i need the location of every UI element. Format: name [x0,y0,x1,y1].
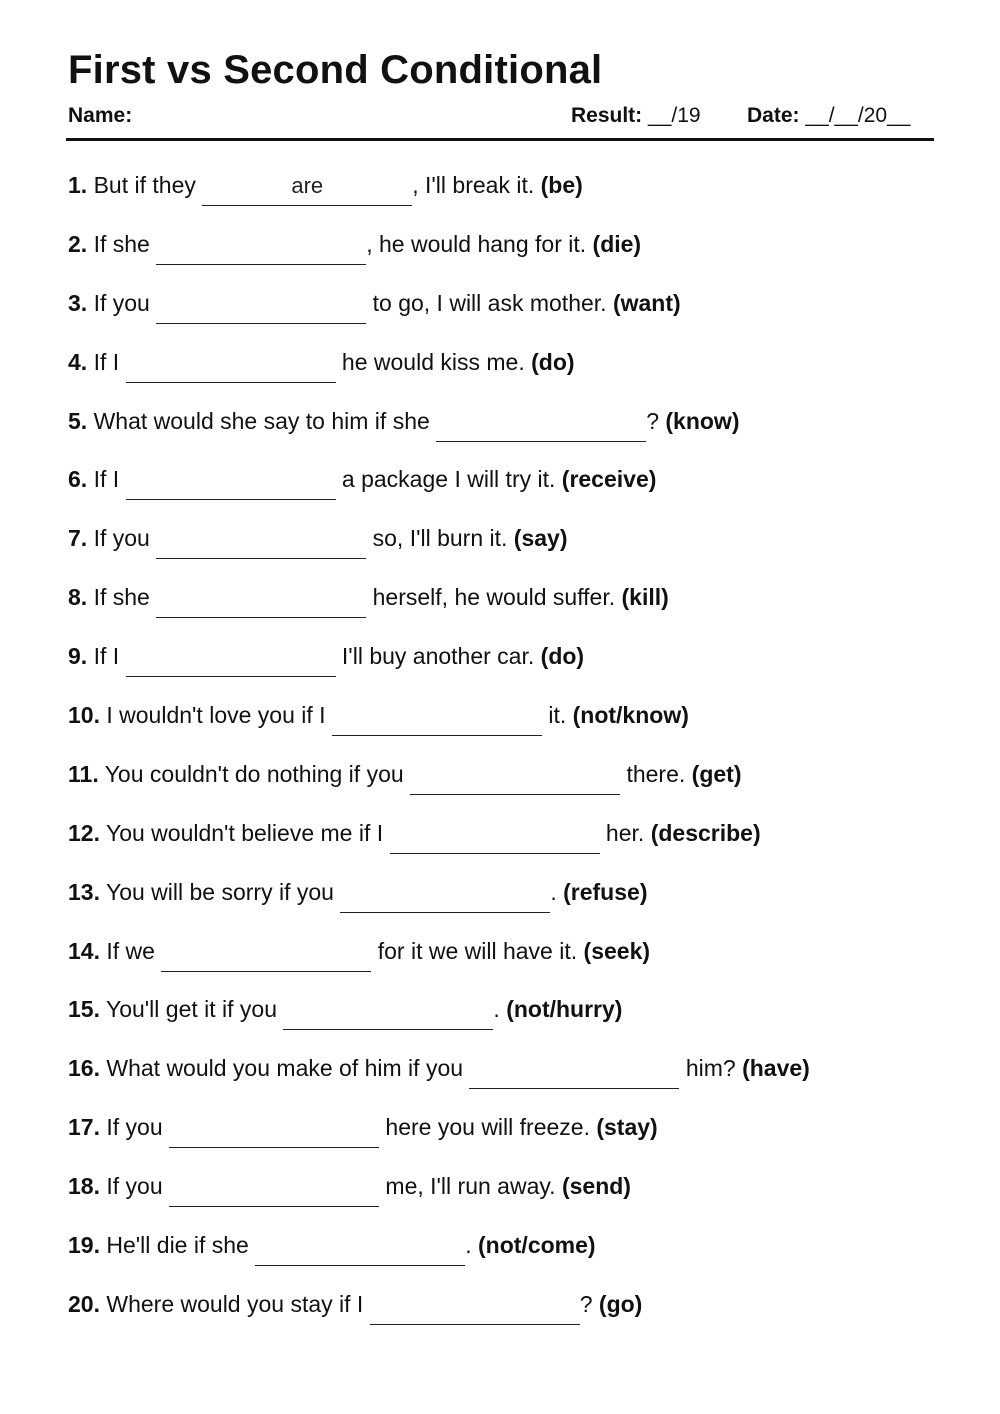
question-text-before: You wouldn't believe me if I [105,819,384,846]
question-item [68,749,932,808]
question-text-after: . [465,1232,472,1259]
question-item [68,513,932,572]
question-item [68,1043,932,1102]
question-item [68,1102,932,1161]
answer-blank[interactable] [126,356,336,383]
question-item [68,278,932,337]
question-text-before: You'll get it if you [105,996,278,1023]
verb-hint: (have) [742,1055,810,1082]
question-item [68,572,932,631]
question-text-before: If you [93,289,150,316]
verb-hint: (get) [691,760,742,787]
question-text-before: If you [106,1114,163,1141]
question-number: 16. [68,1055,100,1082]
question-number: 2. [68,230,88,257]
question-text-before: If she [93,584,150,611]
answer-blank[interactable] [332,709,542,736]
question-number: 13. [68,878,100,905]
question-item [68,926,932,985]
question-number: 6. [68,466,88,493]
answer-blank[interactable] [156,297,366,324]
result-field [571,100,701,132]
question-text-before: But if they [93,172,196,198]
question-item [68,690,932,749]
verb-hint: (be) [540,172,583,198]
answer-blank[interactable] [156,591,366,618]
verb-hint: (do) [531,348,575,375]
verb-hint: (describe) [650,819,761,846]
answer-blank[interactable] [436,415,646,442]
question-item [68,1161,932,1220]
question-number: 15. [68,996,100,1023]
question-item [68,808,932,867]
question-list [68,160,932,1338]
question-text-after: for it we will have it. [377,937,578,964]
verb-hint: (know) [665,407,740,434]
question-number: 19. [68,1232,100,1259]
question-text-after: a package I will try it. [341,466,556,493]
answer-blank[interactable] [169,1180,379,1207]
question-text-before: If I [93,348,120,375]
question-number: 7. [68,525,88,552]
answer-blank[interactable] [255,1239,465,1266]
result-value: __/19 [648,104,701,127]
answer-blank[interactable] [202,173,412,206]
question-text-after: ? [579,1290,593,1317]
verb-hint: (kill) [621,584,669,611]
question-number: 12. [68,819,100,846]
verb-hint: (stay) [596,1114,658,1141]
answer-blank[interactable] [126,650,336,677]
question-number: 8. [68,584,88,611]
question-text-before: Where would you stay if I [106,1290,364,1317]
result-label: Result: [571,104,643,127]
verb-hint: (do) [540,643,585,670]
question-number: 10. [68,702,100,729]
question-text-after: , he would hang for it. [366,230,587,257]
question-text-before: You will be sorry if you [105,878,334,905]
question-text-before: What would you make of him if you [106,1055,464,1082]
header-divider [66,138,934,141]
verb-hint: (want) [612,289,681,316]
question-item [68,984,932,1043]
answer-blank[interactable] [370,1298,580,1325]
question-text-after: ? [646,407,659,434]
question-number: 4. [68,348,88,375]
question-text-before: You couldn't do nothing if you [104,760,404,787]
question-text-before: If you [106,1173,163,1200]
date-label: Date: [747,104,800,127]
question-text-after: so, I'll burn it. [372,525,508,552]
question-item [68,867,932,926]
question-text-before: If we [106,937,155,964]
question-item [68,337,932,396]
question-number: 18. [68,1173,100,1200]
name-label: Name: [68,104,133,127]
question-number: 17. [68,1114,100,1141]
question-item [68,1220,932,1279]
answer-blank[interactable] [469,1062,679,1089]
question-text-before: I wouldn't love you if I [106,702,326,729]
question-item [68,631,932,690]
question-item [68,219,932,278]
question-item [68,454,932,513]
question-number: 11. [68,760,99,787]
verb-hint: (die) [592,230,642,257]
verb-hint: (say) [513,525,568,552]
worksheet-header [68,100,932,132]
answer-blank[interactable] [169,1121,379,1148]
question-text-after: I'll buy another car. [341,643,535,670]
question-text-before: If she [93,230,150,257]
question-item [68,160,932,219]
question-text-after: , I'll break it. [412,172,535,198]
answer-blank[interactable] [410,768,620,795]
question-text-before: If I [93,643,120,670]
date-field [747,100,910,132]
question-text-after: her. [605,819,645,846]
answer-text: are [291,173,324,198]
question-number: 1. [68,172,88,198]
question-number: 14. [68,937,100,964]
question-text-after: . [493,996,500,1023]
question-number: 9. [68,643,88,670]
question-item [68,396,932,455]
verb-hint: (send) [561,1173,631,1200]
worksheet-title: First vs Second Conditional [68,48,603,92]
question-text-after: to go, I will ask mother. [372,289,607,316]
answer-blank[interactable] [156,238,366,265]
question-number: 3. [68,289,88,316]
answer-blank[interactable] [126,473,336,500]
verb-hint: (not/know) [572,702,689,729]
answer-blank[interactable] [390,827,600,854]
question-text-before: What would she say to him if she [93,407,430,434]
answer-blank[interactable] [283,1003,493,1030]
question-text-before: If you [93,525,150,552]
question-item [68,1279,932,1338]
question-number: 20. [68,1290,100,1317]
answer-blank[interactable] [161,945,371,972]
question-text-after: here you will freeze. [385,1114,590,1141]
question-text-after: him? [685,1055,736,1082]
question-text-after: me, I'll run away. [385,1173,556,1200]
answer-blank[interactable] [340,886,550,913]
verb-hint: (seek) [583,937,651,964]
verb-hint: (receive) [561,466,657,493]
question-text-after: . [550,878,557,905]
verb-hint: (not/come) [478,1232,596,1259]
answer-blank[interactable] [156,532,366,559]
question-text-after: herself, he would suffer. [372,584,616,611]
date-value: __/__/20__ [805,104,911,127]
question-text-after: there. [626,760,686,787]
question-number: 5. [68,407,88,434]
question-text-before: If I [93,466,120,493]
verb-hint: (refuse) [563,878,648,905]
verb-hint: (not/hurry) [506,996,623,1023]
question-text-after: he would kiss me. [341,348,525,375]
question-text-after: it. [548,702,567,729]
verb-hint: (go) [598,1290,643,1317]
question-text-before: He'll die if she [106,1232,249,1259]
